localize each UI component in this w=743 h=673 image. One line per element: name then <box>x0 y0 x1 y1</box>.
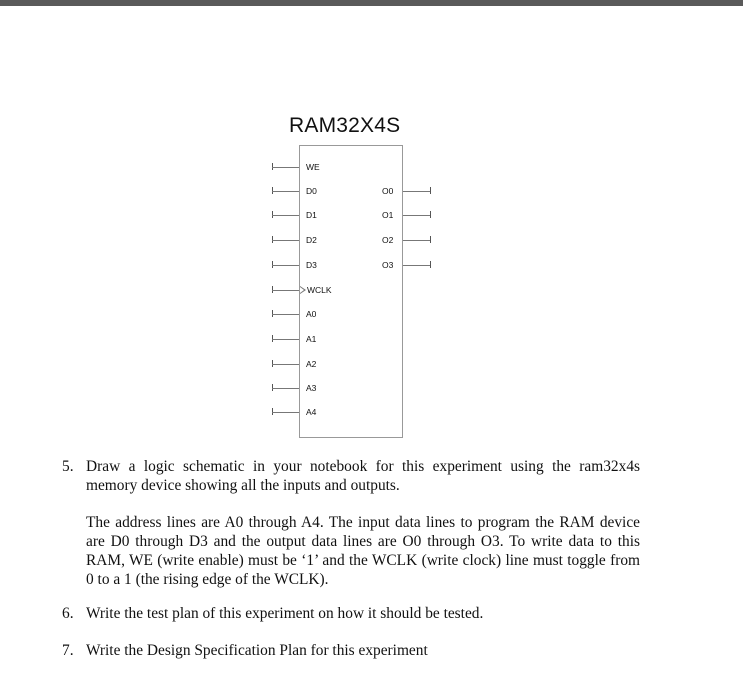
pin-label: A3 <box>306 383 317 393</box>
pin-label: O0 <box>382 186 394 196</box>
pin-label: O2 <box>382 235 394 245</box>
pin-label: D1 <box>306 210 317 220</box>
list-number: 7. <box>62 642 74 659</box>
list-number: 6. <box>62 605 74 622</box>
list-item-text: Write the test plan of this experiment on how it should be tested. <box>86 605 484 622</box>
pin-label: A4 <box>306 407 317 417</box>
list-item-text: Write the Design Specification Plan for this experiment <box>86 642 428 659</box>
pin-label: O3 <box>382 260 394 270</box>
chip-title: RAM32X4S <box>289 114 401 137</box>
pin-label: A0 <box>306 309 317 319</box>
pin-label: WE <box>306 162 320 172</box>
pin-label: WCLK <box>307 285 332 295</box>
list-item-text: Draw a logic schematic in your notebook for this experiment using the ram32x4s memory device showing all the inputs and outputs. <box>86 458 640 494</box>
list-number: 5. <box>62 458 74 475</box>
pin-label: A1 <box>306 334 317 344</box>
pin-label: O1 <box>382 210 394 220</box>
pin-label: D0 <box>306 186 317 196</box>
list-item-detail: The address lines are A0 through A4. The input data lines to program the RAM device are D0 through D3 and the output data lines are O0 through O3. To write data to this RAM, WE (write enable) must be ‘1’ and the WCLK (write clock) line must toggle from 0 to a 1 (the rising edge of the WCLK). <box>86 514 640 588</box>
pin-label: A2 <box>306 359 317 369</box>
window-top-bar <box>0 0 743 6</box>
pin-label: D3 <box>306 260 317 270</box>
pin-label: D2 <box>306 235 317 245</box>
